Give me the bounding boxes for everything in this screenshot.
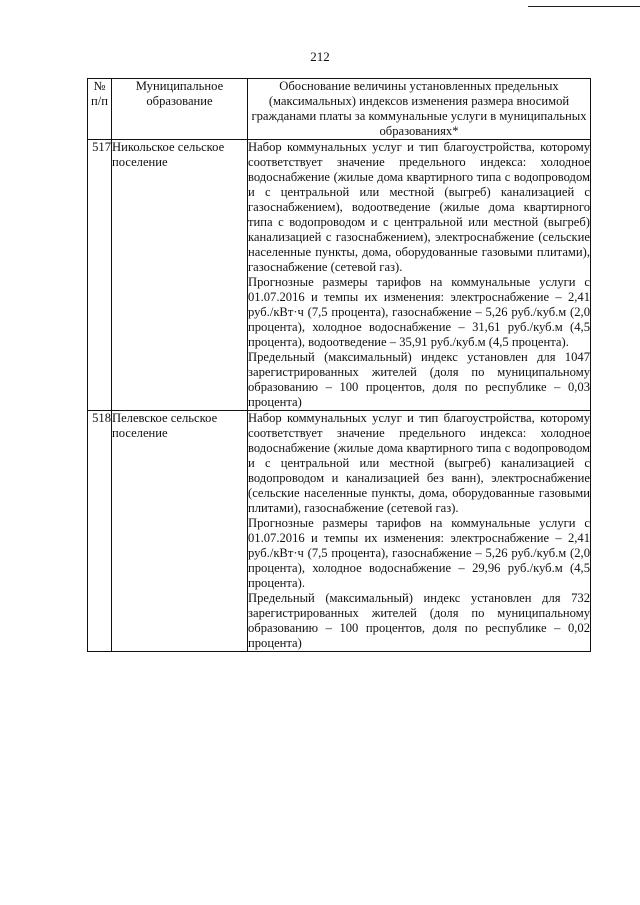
justification-paragraph: Предельный (максимальный) индекс установлен для 1047 зарегистрированных жителей (доля по муниципальному образованию – 100 процентов, доля по республике – 0,03 процента) xyxy=(248,350,590,409)
header-number: № п/п xyxy=(88,79,112,140)
justification-paragraph: Набор коммунальных услуг и тип благоустройства, которому соответствует значение предельного индекса: холодное водоснабжение (жилые дома квартирного типа с водопроводом и с центральной или местной (выгреб) канализацией с водопроводом и канализацией без ванн), электроснабжение (сельские населенные пункты, дома, оборудованные газовыми плитами), газоснабжение (сетевой газ). xyxy=(248,411,590,515)
justification-paragraph: Предельный (максимальный) индекс установлен для 732 зарегистрированных жителей (доля по муниципальному образованию – 100 процентов, доля по республике – 0,02 процента) xyxy=(248,591,590,650)
row-number: 518 xyxy=(88,411,112,652)
table-row xyxy=(88,411,591,652)
header-justification: Обоснование величины установленных предельных (максимальных) индексов изменения размера вносимой гражданами платы за коммунальные услуги в муниципальных образованиях* xyxy=(248,79,591,140)
page-number: 212 xyxy=(310,49,330,64)
row-justification xyxy=(248,140,591,411)
row-number: 517 xyxy=(88,140,112,411)
tariff-index-table xyxy=(87,78,591,652)
row-municipality: Никольское сельское поселение xyxy=(112,140,248,411)
table-row xyxy=(88,140,591,411)
row-justification xyxy=(248,411,591,652)
table-header-row xyxy=(88,79,591,140)
header-municipality: Муниципальное образование xyxy=(112,79,248,140)
justification-paragraph: Прогнозные размеры тарифов на коммунальные услуги с 01.07.2016 и темпы их изменения: электроснабжение – 2,41 руб./кВт·ч (7,5 процента), газоснабжение – 5,26 руб./куб.м (2,0 процента), холодное водоснабжение – 31,61 руб./куб.м (4,5 процента), водоотведение – 35,91 руб./куб.м (4,5 процента). xyxy=(248,275,590,349)
row-municipality: Пелевское сельское поселение xyxy=(112,411,248,652)
top-rule xyxy=(528,6,640,7)
justification-paragraph: Набор коммунальных услуг и тип благоустройства, которому соответствует значение предельного индекса: холодное водоснабжение (жилые дома квартирного типа с водопроводом и с центральной или местной (выгреб) канализацией с газоснабжением), водоотведение (жилые дома квартирного типа с водопроводом и с центральной или местной (выгреб) канализацией с газоснабжением), электроснабжение (сельские населенные пункты, дома, оборудованные газовыми плитами), газоснабжение (сетевой газ). xyxy=(248,140,590,274)
justification-paragraph: Прогнозные размеры тарифов на коммунальные услуги с 01.07.2016 и темпы их изменения: электроснабжение – 2,41 руб./кВт·ч (7,5 процента), газоснабжение – 5,26 руб./куб.м (2,0 процента), холодное водоснабжение – 29,96 руб./куб.м (4,5 процента). xyxy=(248,516,590,590)
